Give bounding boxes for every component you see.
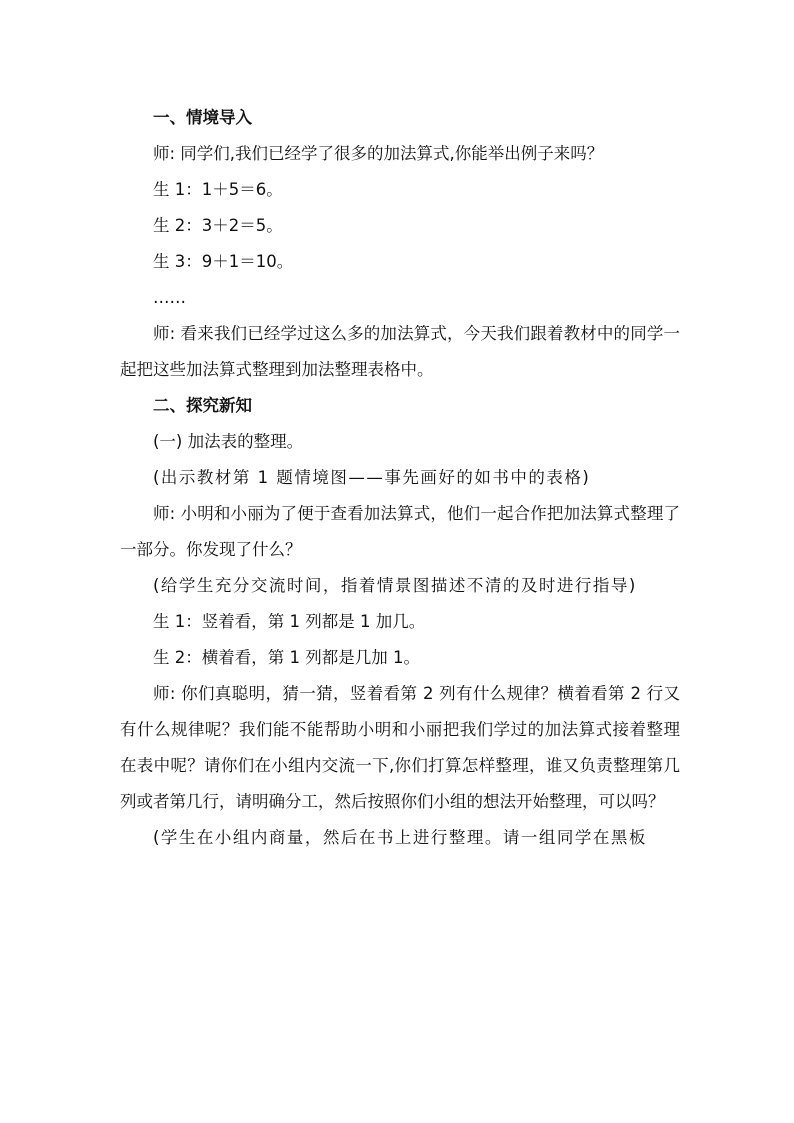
paragraph-student-3: 生 3：9＋1＝10。 <box>153 252 294 271</box>
paragraph-teacher-question: 师: 同学们,我们已经学了很多的加法算式,你能举出例子来吗？ <box>153 144 604 163</box>
paragraph-student-vertical: 生 1：竖着看，第 1 列都是 1 加几。 <box>153 612 426 631</box>
paragraph-ellipsis: …… <box>153 288 186 307</box>
paragraph-teacher-discovery: 师: 小明和小丽为了便于查看加法算式，他们一起合作把加法算式整理了一部分。你发现了什么？ <box>120 504 680 559</box>
paragraph-subsection-addition-table: (一) 加法表的整理。 <box>153 432 304 451</box>
paragraph-teacher-summary: 师: 看来我们已经学过这么多的加法算式，今天我们跟着教材中的同学一起把这些加法算式整理到加法整理表格中。 <box>120 324 680 379</box>
paragraph-exchange-time: (给学生充分交流时间，指着情景图描述不清的及时进行指导) <box>153 576 637 595</box>
document-body <box>120 100 680 856</box>
section-heading-explore: 二、探究新知 <box>153 396 252 415</box>
paragraph-student-1: 生 1：1＋5＝6。 <box>153 180 283 199</box>
section-heading-introduction: 一、情境导入 <box>153 108 252 127</box>
paragraph-teacher-guess: 师: 你们真聪明，猜一猜，竖着看第 2 列有什么规律？横着看第 2 行又有什么规律呢？我们能不能帮助小明和小丽把我们学过的加法算式接着整理在表中呢？请你们在小组内交流一下,你们打算怎样整理，谁又负责整理第几列或者第几行，请明确分工，然后按照你们小组的想法开始整理，可以吗？ <box>120 684 680 811</box>
paragraph-show-figure: (出示教材第 1 题情境图——事先画好的如书中的表格) <box>153 468 591 487</box>
paragraph-group-discussion: (学生在小组内商量，然后在书上进行整理。请一组同学在黑板 <box>153 828 647 847</box>
paragraph-student-2: 生 2：3＋2＝5。 <box>153 216 283 235</box>
paragraph-student-horizontal: 生 2：横着看，第 1 列都是几加 1。 <box>153 648 420 667</box>
